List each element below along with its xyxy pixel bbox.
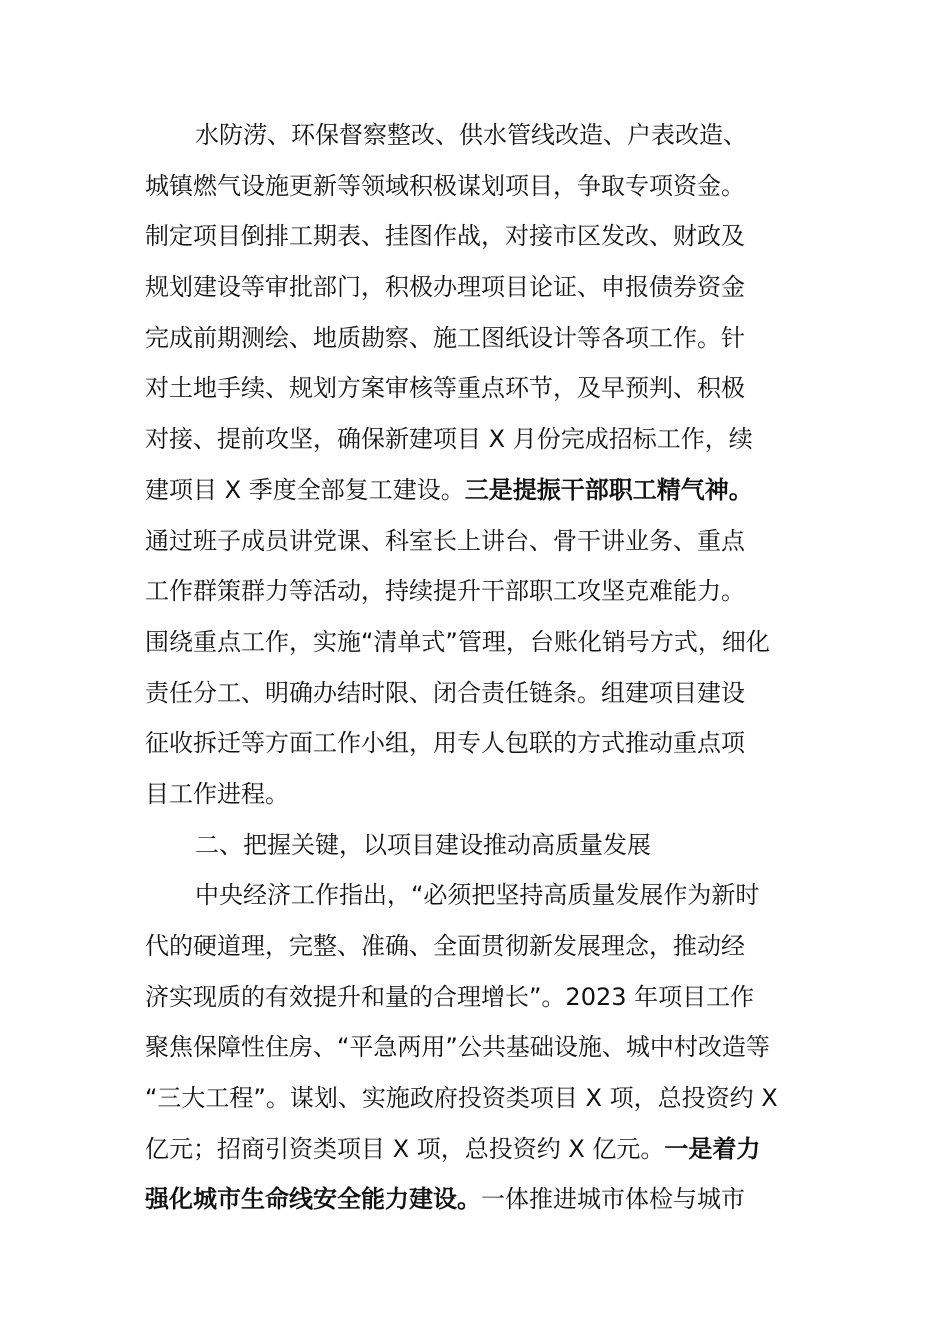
body-text bbox=[145, 110, 810, 1225]
text-segment: 水防涝、环保督察整改、供水管线改造、户表改造、 bbox=[195, 121, 747, 149]
text-line-20 bbox=[145, 1073, 810, 1124]
text-segment: 对土地手续、规划方案审核等重点环节，及早预判、积极 bbox=[145, 374, 745, 403]
text-segment: 二、把握关键，以项目建设推动高质量发展 bbox=[195, 830, 651, 859]
text-segment: 亿元；招商引资类项目 X 项，总投资约 X 亿元。 bbox=[145, 1134, 665, 1163]
text-segment: 建项目 X 季度全部复工建设。 bbox=[145, 475, 465, 504]
text-segment: “三大工程”。谋划、实施政府投资类项目 X 项，总投资约 X bbox=[145, 1084, 778, 1113]
text-line-13 bbox=[145, 718, 810, 769]
text-line-16 bbox=[145, 870, 810, 921]
text-line-12 bbox=[145, 668, 810, 719]
text-line-19 bbox=[145, 1022, 810, 1073]
text-line-6 bbox=[145, 363, 810, 414]
text-line-7 bbox=[145, 414, 810, 465]
text-line-18 bbox=[145, 972, 810, 1023]
text-segment: 城镇燃气设施更新等领域积极谋划项目，争取专项资金。 bbox=[145, 171, 745, 200]
text-line-5 bbox=[145, 313, 810, 364]
text-line-17 bbox=[145, 921, 810, 972]
text-segment: 征收拆迁等方面工作小组，用专人包联的方式推动重点项 bbox=[145, 729, 745, 758]
text-segment: 目工作进程。 bbox=[145, 779, 289, 808]
text-line-3 bbox=[145, 211, 810, 262]
text-line-9 bbox=[145, 516, 810, 567]
text-line-21 bbox=[145, 1124, 810, 1175]
text-line-2 bbox=[145, 161, 810, 212]
text-segment: 制定项目倒排工期表、挂图作战，对接市区发改、财政及 bbox=[145, 222, 745, 251]
text-segment: 围绕重点工作，实施“清单式”管理，台账化销号方式，细化 bbox=[145, 627, 770, 656]
text-line-14 bbox=[145, 769, 810, 820]
text-segment: 完成前期测绘、地质勘察、施工图纸设计等各项工作。针 bbox=[145, 323, 745, 352]
text-segment: 中央经济工作指出，“必须把坚持高质量发展作为新时 bbox=[195, 881, 760, 910]
text-line-1 bbox=[145, 110, 810, 161]
text-segment: 规划建设等审批部门，积极办理项目论证、申报债券资金 bbox=[145, 273, 745, 302]
text-segment: 对接、提前攻坚，确保新建项目 X 月份完成招标工作，续 bbox=[145, 425, 753, 454]
text-segment: 工作群策群力等活动，持续提升干部职工攻坚克难能力。 bbox=[145, 577, 745, 606]
text-segment: 聚焦保障性住房、“平急两用”公共基础设施、城中村改造等 bbox=[145, 1033, 770, 1062]
text-segment: 济实现质的有效提升和量的合理增长”。2023 年项目工作 bbox=[145, 982, 755, 1011]
text-segment: 代的硬道理，完整、准确、全面贯彻新发展理念，推动经 bbox=[145, 932, 745, 960]
text-line-8 bbox=[145, 465, 810, 516]
text-line-22 bbox=[145, 1174, 810, 1225]
text-line-10 bbox=[145, 566, 810, 617]
text-segment: 责任分工、明确办结时限、闭合责任链条。组建项目建设 bbox=[145, 678, 745, 707]
text-line-11 bbox=[145, 617, 810, 668]
section-heading bbox=[145, 820, 810, 871]
bold-heading-segment: 强化城市生命线安全能力建设。 bbox=[145, 1185, 481, 1214]
text-line-4 bbox=[145, 262, 810, 313]
text-segment: 通过班子成员讲党课、科室长上讲台、骨干讲业务、重点 bbox=[145, 526, 745, 555]
text-segment: 一体推进城市体检与城市 bbox=[481, 1185, 745, 1214]
bold-heading-segment: 一是着力 bbox=[664, 1134, 761, 1163]
bold-heading-segment: 三是提振干部职工精气神。 bbox=[464, 475, 753, 504]
